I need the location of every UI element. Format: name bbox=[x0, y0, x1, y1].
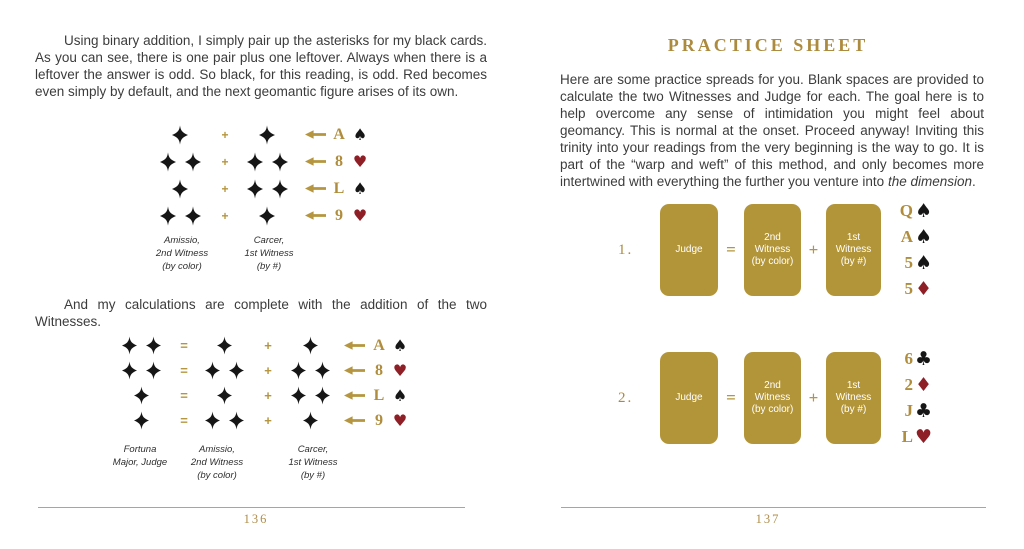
figure-caption bbox=[223, 234, 315, 273]
caption-line: Amissio, bbox=[199, 444, 235, 455]
caption-line: Carcer, bbox=[253, 235, 285, 246]
judge-addition-diagram bbox=[106, 333, 410, 433]
arrow-left-icon bbox=[340, 341, 368, 350]
card-rank: 8 bbox=[335, 152, 343, 170]
figure-caption bbox=[171, 443, 263, 482]
judge-label: Judge bbox=[675, 392, 703, 403]
card-list bbox=[895, 348, 932, 449]
card-rank: L bbox=[901, 427, 913, 446]
witness-label-line: 1st bbox=[846, 380, 861, 391]
figure-caption bbox=[136, 234, 228, 273]
witness-label-line: 2nd bbox=[764, 380, 781, 391]
card-rank: J bbox=[904, 401, 913, 420]
card-suit-icon: ♥ bbox=[915, 425, 933, 448]
diagram-row bbox=[142, 175, 370, 202]
plus-icon: + bbox=[221, 154, 229, 169]
practice-spread-1 bbox=[608, 200, 932, 300]
arrow-left-icon bbox=[340, 391, 368, 400]
footer-rule bbox=[38, 507, 465, 508]
caption-line: 2nd Witness bbox=[190, 457, 244, 468]
first-witness-stars bbox=[280, 336, 340, 355]
second-witness-stars bbox=[142, 206, 218, 226]
caption-line: 2nd Witness bbox=[155, 248, 209, 259]
card bbox=[895, 200, 932, 223]
card-rank: A bbox=[900, 227, 913, 246]
footer-rule bbox=[561, 507, 986, 508]
judge-box bbox=[660, 352, 718, 444]
paragraph-suffix: . bbox=[972, 174, 976, 189]
card-rank: A bbox=[373, 336, 385, 354]
page-title: PRACTICE SHEET bbox=[667, 35, 869, 55]
witness-label-line: Witness bbox=[835, 392, 872, 403]
card-suit-icon: ♥ bbox=[392, 410, 408, 430]
arrow-left-icon bbox=[340, 366, 368, 375]
card-suit-icon: ♣ bbox=[915, 399, 933, 422]
caption-line: Amissio, bbox=[164, 235, 200, 246]
arrow-left-icon bbox=[302, 130, 328, 139]
witness-label-line: (by #) bbox=[840, 256, 867, 267]
equals-icon: = bbox=[180, 363, 188, 378]
spread-number: 2. bbox=[618, 389, 634, 406]
witness-label-line: Witness bbox=[754, 244, 791, 255]
card-suit-icon: ♥ bbox=[392, 360, 408, 380]
plus-icon: + bbox=[264, 413, 272, 428]
judge-stars bbox=[106, 361, 176, 380]
plus-icon: + bbox=[264, 388, 272, 403]
first-witness-stars bbox=[280, 411, 340, 430]
caption-line: Carcer, bbox=[297, 444, 329, 455]
equals-icon: = bbox=[180, 388, 188, 403]
practice-spread-2 bbox=[608, 348, 932, 448]
card-rank: L bbox=[333, 179, 345, 197]
card bbox=[895, 278, 932, 301]
plus-icon: + bbox=[808, 240, 819, 259]
card-suit-icon: ♥ bbox=[352, 205, 368, 225]
arrow-left-icon bbox=[302, 157, 328, 166]
card bbox=[895, 400, 932, 423]
first-witness-stars bbox=[232, 152, 302, 172]
card-suit-icon: ♣ bbox=[915, 347, 933, 370]
left-sentence: And my calculations are complete with the addition of the two Witnesses. bbox=[35, 297, 487, 329]
caption-line: Fortuna bbox=[123, 444, 157, 455]
first-witness-stars bbox=[280, 361, 340, 380]
second-witness-stars bbox=[142, 125, 218, 145]
card-rank: 8 bbox=[375, 361, 383, 379]
judge-stars bbox=[106, 386, 176, 405]
card-suit-icon: ♠ bbox=[392, 385, 408, 405]
card-rank: 5 bbox=[904, 279, 913, 298]
card bbox=[895, 252, 932, 275]
diagram-row bbox=[142, 121, 370, 148]
arrow-left-icon bbox=[302, 211, 328, 220]
arrow-left-icon bbox=[302, 184, 328, 193]
diagram-row bbox=[142, 148, 370, 175]
card-suit-icon: ♠ bbox=[392, 335, 408, 355]
card-rank: L bbox=[373, 386, 385, 404]
card-rank: 5 bbox=[904, 253, 913, 272]
second-witness-box bbox=[744, 352, 801, 444]
second-witness-stars bbox=[142, 179, 218, 199]
card-suit-icon: ♠ bbox=[915, 251, 933, 274]
page-number: 137 bbox=[755, 512, 781, 526]
witness-label-line: (by #) bbox=[840, 404, 867, 415]
witness-label-line: Witness bbox=[835, 244, 872, 255]
first-witness-stars bbox=[232, 206, 302, 226]
first-witness-stars bbox=[232, 179, 302, 199]
judge-label: Judge bbox=[675, 244, 703, 255]
witness-label-line: 1st bbox=[846, 232, 861, 243]
witness-label-line: Witness bbox=[754, 392, 791, 403]
card-rank: 6 bbox=[904, 349, 913, 368]
left-paragraph: Using binary addition, I simply pair up the asterisks for my black cards. As you can see, there is one pair plus one leftover. Always when there is a leftover the answer is odd. So black, for this reading, is odd. Red becomes even simply by default, and the next geomantic figure arises of its own. bbox=[35, 33, 487, 99]
equals-icon: = bbox=[180, 338, 188, 353]
plus-icon: + bbox=[264, 338, 272, 353]
card-suit-icon: ♠ bbox=[352, 124, 368, 144]
first-witness-box bbox=[826, 204, 881, 296]
card bbox=[895, 348, 932, 371]
caption-line: (by #) bbox=[300, 470, 326, 481]
judge-stars bbox=[106, 411, 176, 430]
caption-line: 1st Witness bbox=[244, 248, 294, 259]
card-rank: 9 bbox=[335, 206, 343, 224]
witness-label-line: (by color) bbox=[751, 256, 794, 267]
plus-icon: + bbox=[221, 208, 229, 223]
card-suit-icon: ♦ bbox=[915, 277, 933, 300]
plus-icon: + bbox=[221, 181, 229, 196]
right-paragraph bbox=[560, 71, 984, 190]
second-witness-stars bbox=[142, 152, 218, 172]
card-suit-icon: ♥ bbox=[352, 151, 368, 171]
card bbox=[895, 426, 932, 449]
second-witness-stars bbox=[192, 336, 256, 355]
card-rank: 2 bbox=[904, 375, 913, 394]
paragraph-text: Here are some practice spreads for you. Blank spaces are provided to calculate the two Witnesses and Judge for each. The goal here is to help overcome any sense of intimidation you might feel about geomancy. This is normal at the onset. Proceed anyway! Inviting this trinity into your readings from the very beginning is the way to go. It is part of the “warp and weft” of this method, and only becomes more intertwined with everything the further you venture into bbox=[560, 72, 984, 189]
caption-line: (by color) bbox=[197, 470, 237, 481]
caption-line: (by #) bbox=[256, 261, 282, 272]
first-witness-box bbox=[826, 352, 881, 444]
diagram-row bbox=[142, 202, 370, 229]
judge-stars bbox=[106, 336, 176, 355]
card-list bbox=[895, 200, 932, 301]
caption-line: 1st Witness bbox=[288, 457, 338, 468]
arrow-left-icon bbox=[340, 416, 368, 425]
caption-line: (by color) bbox=[162, 261, 202, 272]
paragraph-emphasis: the dimension bbox=[887, 174, 972, 189]
card-rank: A bbox=[333, 125, 345, 143]
second-witness-stars bbox=[192, 386, 256, 405]
equals-icon: = bbox=[726, 388, 736, 407]
plus-icon: + bbox=[808, 388, 819, 407]
card-suit-icon: ♠ bbox=[915, 225, 933, 248]
witness-label-line: 2nd bbox=[764, 232, 781, 243]
spread-number: 1. bbox=[618, 241, 634, 258]
card bbox=[895, 226, 932, 249]
diagram-row bbox=[106, 358, 410, 383]
diagram-row bbox=[106, 383, 410, 408]
witness-pairing-diagram bbox=[142, 121, 370, 229]
card bbox=[895, 374, 932, 397]
diagram-row bbox=[106, 408, 410, 433]
card-rank: 9 bbox=[375, 411, 383, 429]
equals-icon: = bbox=[726, 240, 736, 259]
plus-icon: + bbox=[221, 127, 229, 142]
judge-box bbox=[660, 204, 718, 296]
second-witness-box bbox=[744, 204, 801, 296]
first-witness-stars bbox=[280, 386, 340, 405]
diagram-row bbox=[106, 333, 410, 358]
first-witness-stars bbox=[232, 125, 302, 145]
page-right bbox=[512, 0, 1024, 549]
figure-caption bbox=[267, 443, 359, 482]
equals-icon: = bbox=[180, 413, 188, 428]
page-number: 136 bbox=[243, 512, 269, 526]
caption-line: Major, Judge bbox=[112, 457, 168, 468]
second-witness-stars bbox=[192, 411, 256, 430]
card-suit-icon: ♦ bbox=[915, 373, 933, 396]
witness-label-line: (by color) bbox=[751, 404, 794, 415]
card-suit-icon: ♠ bbox=[915, 199, 933, 222]
card-rank: Q bbox=[899, 201, 913, 220]
card-suit-icon: ♠ bbox=[352, 178, 368, 198]
second-witness-stars bbox=[192, 361, 256, 380]
plus-icon: + bbox=[264, 363, 272, 378]
